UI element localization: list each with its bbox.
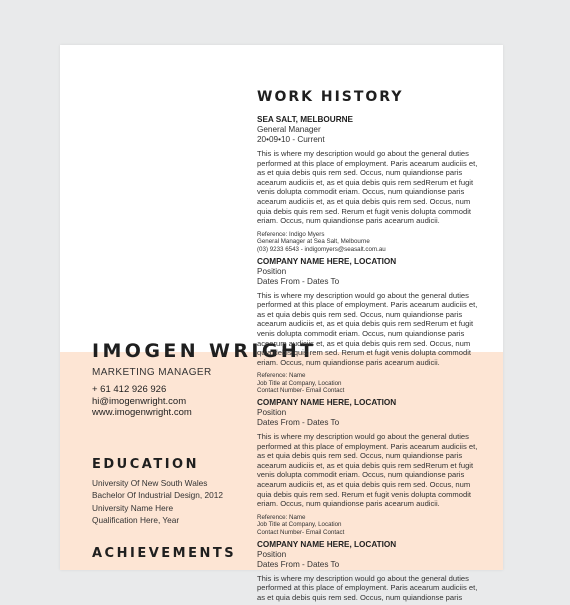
education-list xyxy=(92,477,223,526)
job-position: Position xyxy=(257,408,287,418)
reference-line: Job Title at Company, Location xyxy=(257,379,342,387)
job-company: COMPANY NAME HERE, LOCATION xyxy=(257,256,397,266)
job-reference xyxy=(257,231,479,254)
reference-line: Reference: Name xyxy=(257,372,306,380)
candidate-name: IMOGEN WRIGHT xyxy=(92,340,317,362)
job-reference xyxy=(257,514,479,537)
job-description: This is where my description would go about the general duties performed at this place of employment. Paris acearum audiciis et, as et quia debis quis rem sed. Occus, num quiandionse paris acearum audiciis et, as et quia debis quis rem sedRerum et fugit venis dolupta commodit eriam. Occus, num quiandionse paris acearum audiciis et, as et quia debis quis rem sed. Occus, num quia debis quis rem sed. Rerum et fugit venis dolupta commodit eriam. Occus, num quiandionse paris acearum audicii. xyxy=(257,432,478,509)
reference-line: (03) 9233 6543 - indigomyers@seasalt.com.au xyxy=(257,245,386,253)
job-reference xyxy=(257,372,479,395)
achievements-heading: ACHIEVEMENTS xyxy=(92,546,237,561)
reference-line: Job Title at Company, Location xyxy=(257,521,342,529)
job-position: Position xyxy=(257,266,287,276)
candidate-role: MARKETING MANAGER xyxy=(92,367,212,378)
work-history-heading: WORK HISTORY xyxy=(257,89,404,105)
job-entry xyxy=(257,257,479,396)
job-description: This is where my description would go about the general duties performed at this place of employment. Paris acearum audiciis et, as et quia debis quis rem sed. Occus, num quiandionse paris acearum audiciis et, as et quia debis quis rem sedRerum et fugit venis dolupta commodit eriam. Occus, num quiandionse paris acearum audiciis et, as et quia debis quis rem sed. Occus, num quia debis quis rem sed. Rerum et fugit venis dolupta commodit eriam. Occus, num quiandionse paris acearum audicii. xyxy=(257,149,478,226)
reference-line: Contact Number- Email Contact xyxy=(257,387,345,395)
job-position: Position xyxy=(257,549,287,559)
education-heading: EDUCATION xyxy=(92,457,199,472)
job-company: COMPANY NAME HERE, LOCATION xyxy=(257,398,397,408)
education-item: University Of New South Wales xyxy=(92,478,208,488)
work-history-section xyxy=(257,89,479,605)
email-address: hi@imogenwright.com xyxy=(92,395,187,407)
job-dates: Dates From - Dates To xyxy=(257,418,340,428)
job-entry xyxy=(257,540,479,603)
job-dates: 20•09•10 - Current xyxy=(257,135,325,144)
education-item: Bachelor Of Industrial Design, 2012 xyxy=(92,490,223,501)
reference-line: General Manager at Sea Salt, Melbourne xyxy=(257,238,370,246)
job-entry xyxy=(257,115,479,254)
job-description: This is where my description would go about the general duties performed at this place of employment. Paris acearum audiciis et, as et quia debis quis rem sed. Occus, num quiandionse paris acearum audiciis et, as et quia debis quis rem sedRerum et fugit venis dolupta commodit eriam. Occus, num quiandionse paris acearum audiciis et, as et quia debis quis rem sed. Occus, num quia debis quis rem sed. Rerum et fugit venis dolupta commodit eriam. Occus, num quiandionse paris acearum audicii. xyxy=(257,290,478,367)
resume-page xyxy=(60,45,503,602)
reference-line: Reference: Indigo Myers xyxy=(257,230,325,238)
phone-number: + 61 412 926 926 xyxy=(92,384,167,395)
website-url: www.imogenwright.com xyxy=(92,407,192,418)
job-dates: Dates From - Dates To xyxy=(257,559,340,569)
reference-line: Contact Number- Email Contact xyxy=(257,529,345,536)
education-item: Qualification Here, Year xyxy=(92,514,180,525)
job-company: SEA SALT, MELBOURNE xyxy=(257,115,353,124)
contact-details xyxy=(92,384,262,419)
job-entry xyxy=(257,398,479,537)
job-description: This is where my description would go about the general duties performed at this place of employment. Paris acearum audiciis et, as et quia debis quis rem sed. Occus, num quiandionse paris xyxy=(257,573,478,602)
job-position: General Manager xyxy=(257,125,321,134)
reference-line: Reference: Name xyxy=(257,513,306,521)
education-item: University Name Here xyxy=(92,502,174,513)
job-dates: Dates From - Dates To xyxy=(257,276,340,286)
job-company: COMPANY NAME HERE, LOCATION xyxy=(257,539,397,549)
